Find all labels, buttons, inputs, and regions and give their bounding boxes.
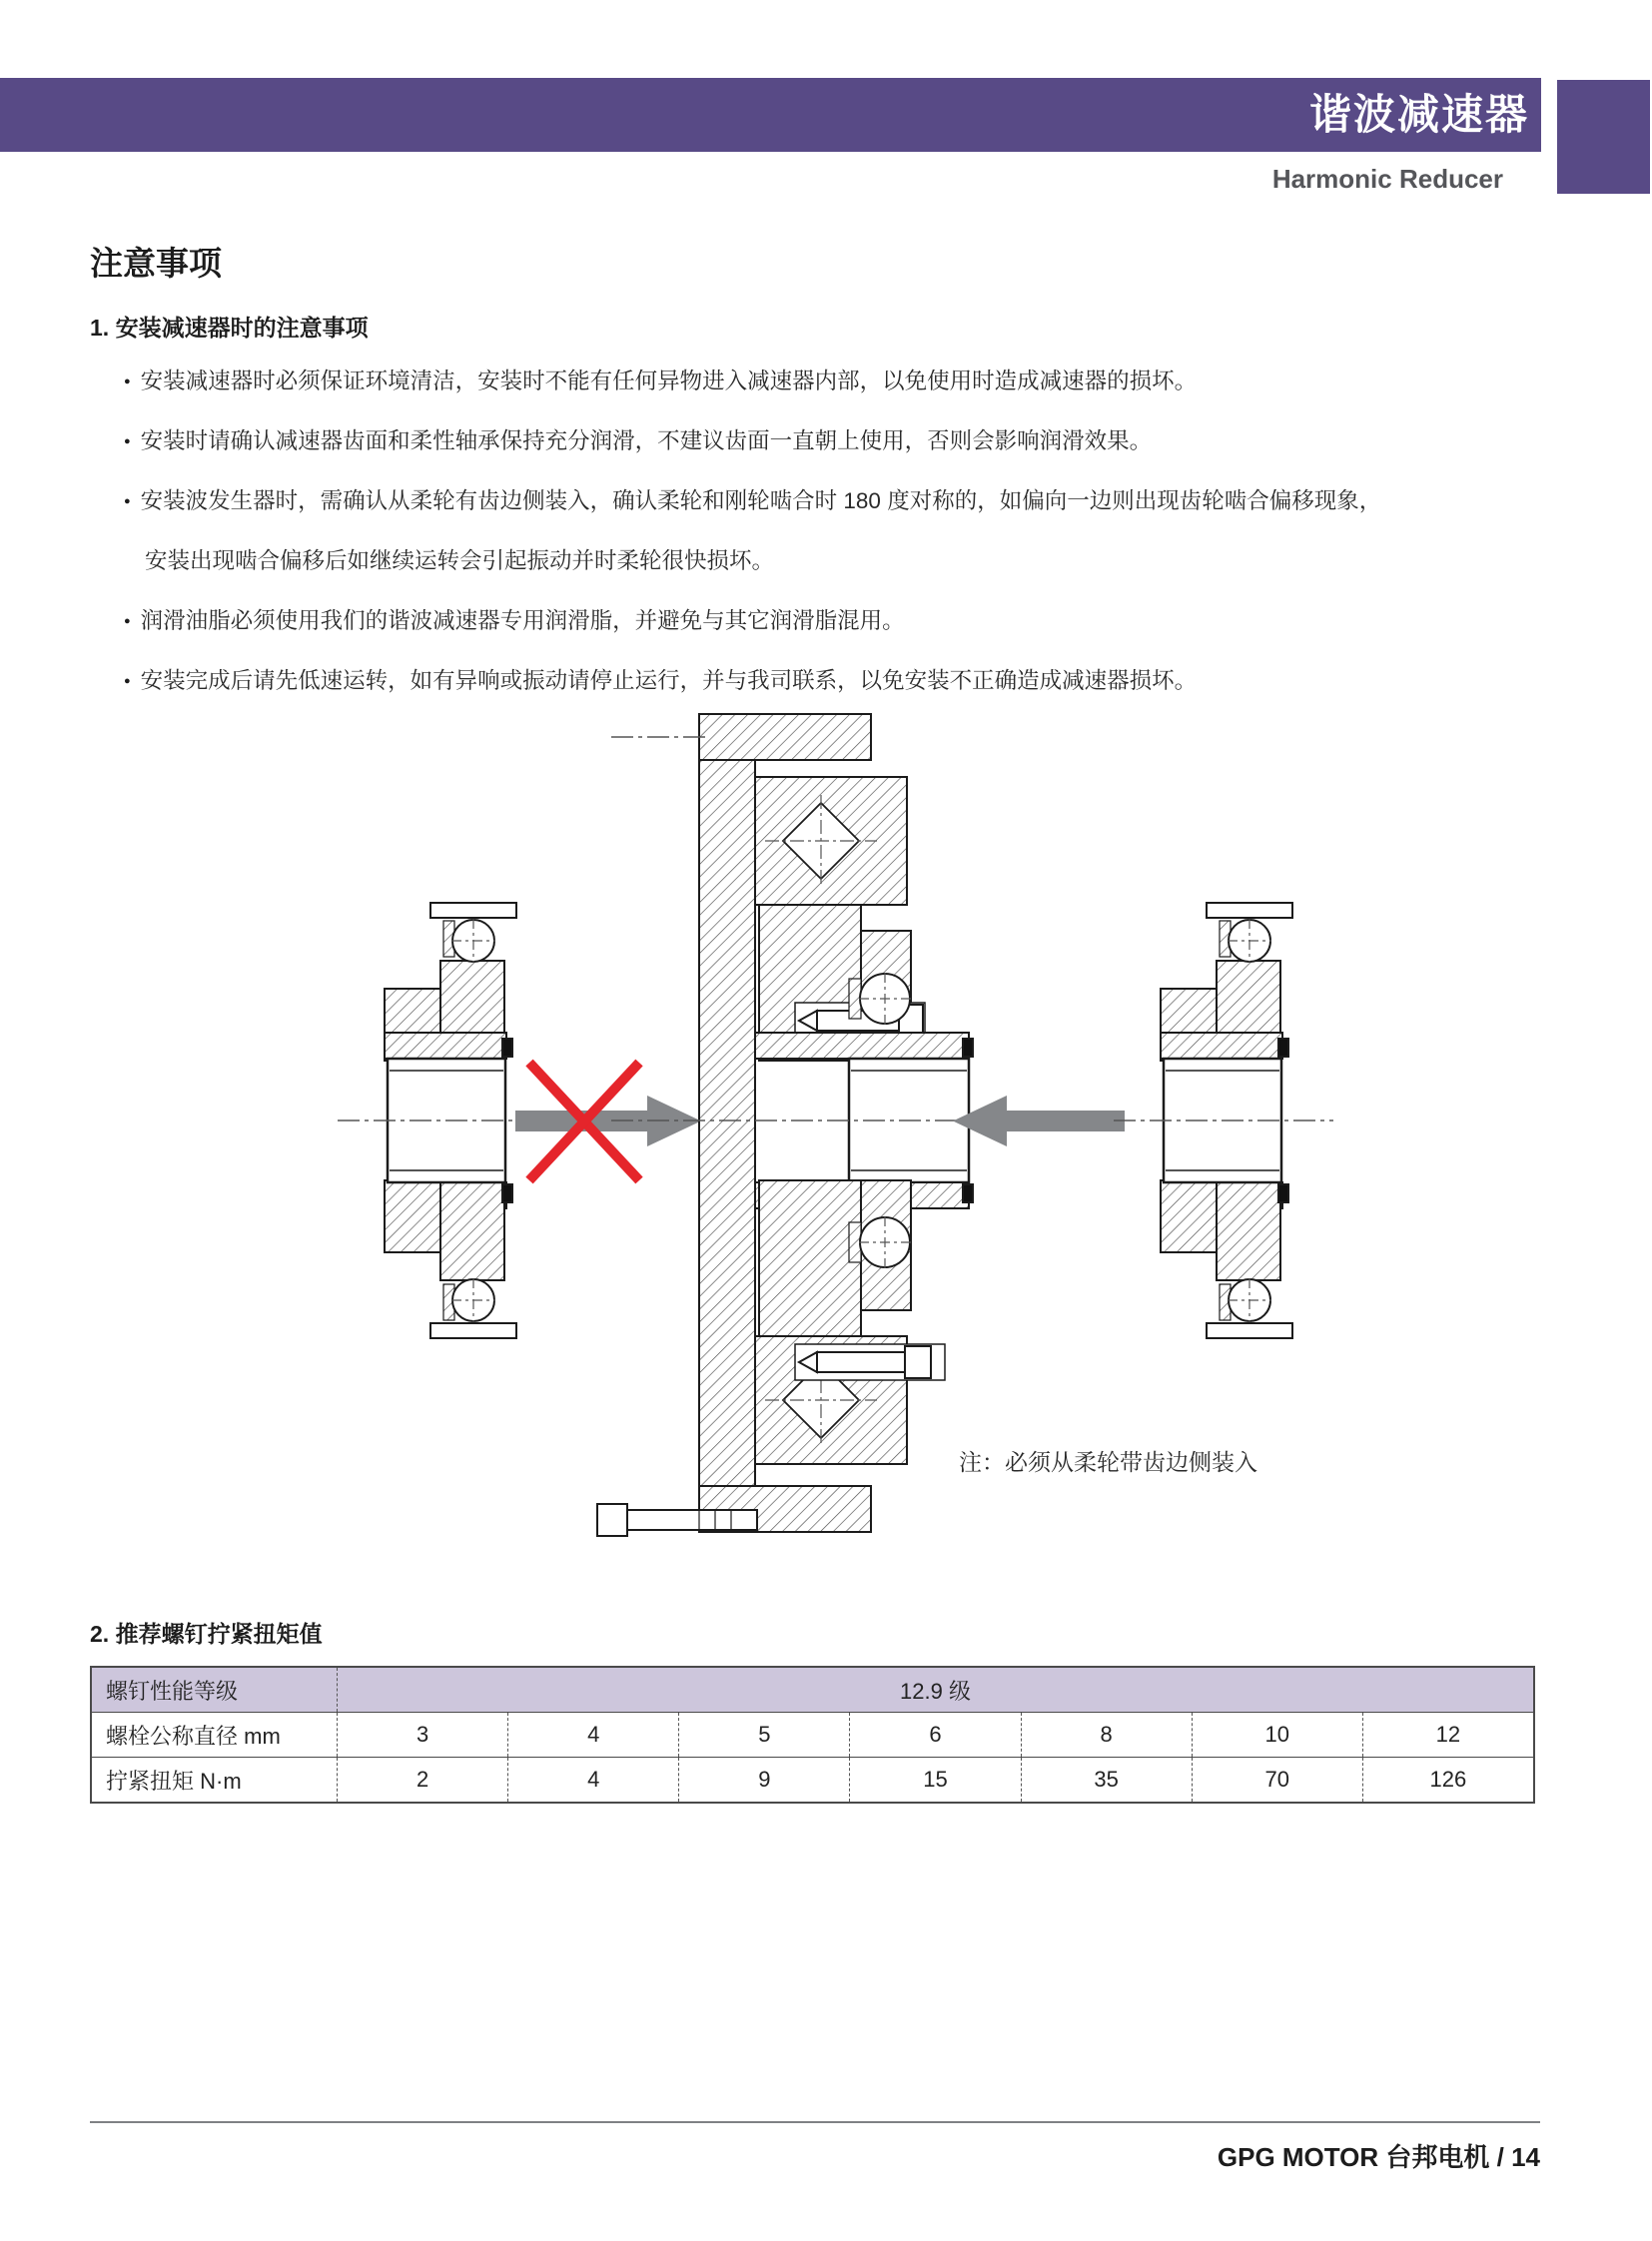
page-banner-title: 谐波减速器 [1308, 91, 1529, 138]
table-cell: 9 [678, 1758, 849, 1802]
arrow-right-icon [515, 1096, 701, 1146]
table-cell: 10 [1192, 1713, 1362, 1757]
list-item-continuation [124, 531, 1542, 591]
installation-diagram [0, 699, 1652, 1558]
table-row [92, 1668, 1533, 1712]
bullet-text: ● 安装减速器时必须保证环境清洁，安装时不能有任何异物进入减速器内部，以免使用时造成减速器的损坏。 [140, 369, 1198, 393]
table-cell: 5 [678, 1713, 849, 1757]
table-cell: 4 [507, 1713, 678, 1757]
bullet-text: 安装出现啮合偏移后如继续运转会引起振动并时柔轮很快损坏。 [145, 548, 775, 573]
table-cell: 12 [1362, 1713, 1533, 1757]
table-row [92, 1712, 1533, 1757]
table-cell: 3 [337, 1713, 507, 1757]
header-corner-decoration [1557, 80, 1650, 194]
table-cell: 6 [849, 1713, 1020, 1757]
table-cell: 15 [849, 1758, 1020, 1802]
torque-table [90, 1666, 1535, 1804]
table-cell: 126 [1362, 1758, 1533, 1802]
table-row-header: 螺栓公称直径 mm [106, 1723, 281, 1749]
table-row-header: 拧紧扭矩 N·m [106, 1768, 242, 1794]
table-cell: 2 [337, 1758, 507, 1802]
table-cell: 35 [1021, 1758, 1192, 1802]
table-cell: 4 [507, 1758, 678, 1802]
bullet-text: ● 安装时请确认减速器齿面和柔性轴承保持充分润滑，不建议齿面一直朝上使用，否则会影响润滑效果。 [140, 428, 1153, 453]
bullet-text: ● 润滑油脂必须使用我们的谐波减速器专用润滑脂，并避免与其它润滑脂混用。 [140, 608, 905, 633]
right-assembly-drawing [1114, 903, 1333, 1338]
diagram-note: 注：必须从柔轮带齿边侧装入 [959, 1449, 1257, 1475]
bullet-text: ● 安装完成后请先低速运转，如有异响或振动请停止运行，并与我司联系，以免安装不正确造成减速器损坏。 [140, 668, 1198, 693]
page-title: 注意事项 [90, 245, 222, 282]
section2-heading: 2. 推荐螺钉拧紧扭矩值 [90, 1621, 323, 1647]
table-cell-merged: 12.9 级 [337, 1668, 1533, 1712]
table-cell: 8 [1021, 1713, 1192, 1757]
arrow-left-icon [953, 1096, 1125, 1146]
table-cell: 70 [1192, 1758, 1362, 1802]
footer-page-label: GPG MOTOR 台邦电机 / 14 [1217, 2142, 1540, 2172]
list-item [124, 411, 1542, 471]
bullet-text: ● 安装波发生器时，需确认从柔轮有齿边侧装入，确认柔轮和刚轮啮合时 180 度对称的，如偏向一边则出现齿轮啮合偏移现象， [140, 488, 1382, 513]
list-item [124, 352, 1542, 411]
header-banner [0, 78, 1541, 152]
list-item [124, 471, 1542, 531]
table-row [92, 1757, 1533, 1802]
notice-bullet-list [124, 352, 1542, 711]
table-row-header: 螺钉性能等级 [106, 1678, 239, 1704]
page-subtitle: Harmonic Reducer [1271, 164, 1503, 194]
section1-heading: 1. 安装减速器时的注意事项 [90, 315, 369, 341]
footer-divider [90, 2121, 1540, 2123]
list-item [124, 591, 1542, 651]
